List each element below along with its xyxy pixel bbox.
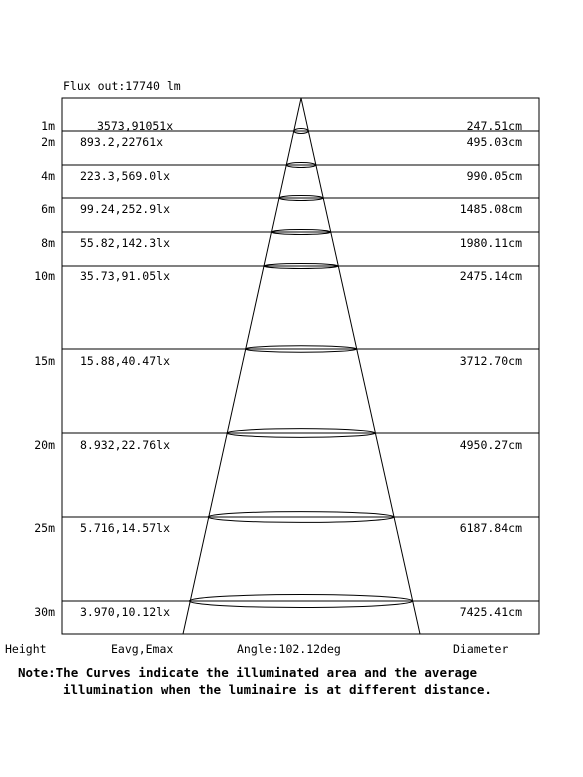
note-line-1 bbox=[18, 664, 578, 681]
beam-diameter-value: 2475.14cm bbox=[459, 269, 522, 283]
note-text-2: illumination when the luminaire is at different distance. bbox=[63, 682, 492, 697]
note-text-1: The Curves indicate the illuminated area and the average bbox=[55, 665, 478, 680]
beam-diameter-value: 1980.11cm bbox=[459, 236, 522, 250]
height-label: 1m bbox=[41, 119, 55, 133]
flux-label: Flux out:17740 lm bbox=[63, 79, 181, 93]
illuminance-value: 55.82,142.3lx bbox=[80, 236, 171, 250]
illuminance-value: 5.716,14.57lx bbox=[80, 521, 171, 535]
illuminance-value: 223.3,569.0lx bbox=[80, 169, 171, 183]
illuminance-value: 8.932,22.76lx bbox=[80, 438, 171, 452]
illuminance-value: 3573,91051x bbox=[97, 119, 174, 133]
note-line-2 bbox=[18, 681, 578, 698]
height-label: 2m bbox=[41, 135, 55, 149]
height-column-label: Height bbox=[5, 642, 47, 656]
height-label: 15m bbox=[34, 354, 55, 368]
cone-left-edge bbox=[183, 98, 301, 634]
beam-cone bbox=[183, 98, 420, 634]
beam-diameter-value: 7425.41cm bbox=[459, 605, 522, 619]
beam-diameter-value: 990.05cm bbox=[466, 169, 522, 183]
distance-rows bbox=[34, 119, 539, 619]
note bbox=[18, 664, 578, 698]
height-label: 10m bbox=[34, 269, 55, 283]
beam-diameter-value: 495.03cm bbox=[466, 135, 522, 149]
beam-diameter-value: 1485.08cm bbox=[459, 202, 522, 216]
height-label: 25m bbox=[34, 521, 55, 535]
eavg-emax-column-label: Eavg,Emax bbox=[111, 642, 174, 656]
beam-diameter-value: 4950.27cm bbox=[459, 438, 522, 452]
cone-right-edge bbox=[301, 98, 420, 634]
illuminance-value: 3.970,10.12lx bbox=[80, 605, 171, 619]
beam-diameter-value: 3712.70cm bbox=[459, 354, 522, 368]
illuminance-value: 15.88,40.47lx bbox=[80, 354, 171, 368]
height-label: 8m bbox=[41, 236, 55, 250]
height-label: 4m bbox=[41, 169, 55, 183]
beam-diameter-value: 247.51cm bbox=[466, 119, 522, 133]
height-label: 20m bbox=[34, 438, 55, 452]
illuminance-value: 893.2,22761x bbox=[80, 135, 164, 149]
beam-diameter-value: 6187.84cm bbox=[459, 521, 522, 535]
diameter-column-label: Diameter bbox=[453, 642, 509, 656]
beam-angle-label: Angle:102.12deg bbox=[237, 642, 341, 656]
note-label: Note: bbox=[18, 665, 56, 680]
height-label: 30m bbox=[34, 605, 55, 619]
illuminance-value: 35.73,91.05lx bbox=[80, 269, 171, 283]
height-label: 6m bbox=[41, 202, 55, 216]
illuminance-value: 99.24,252.9lx bbox=[80, 202, 171, 216]
